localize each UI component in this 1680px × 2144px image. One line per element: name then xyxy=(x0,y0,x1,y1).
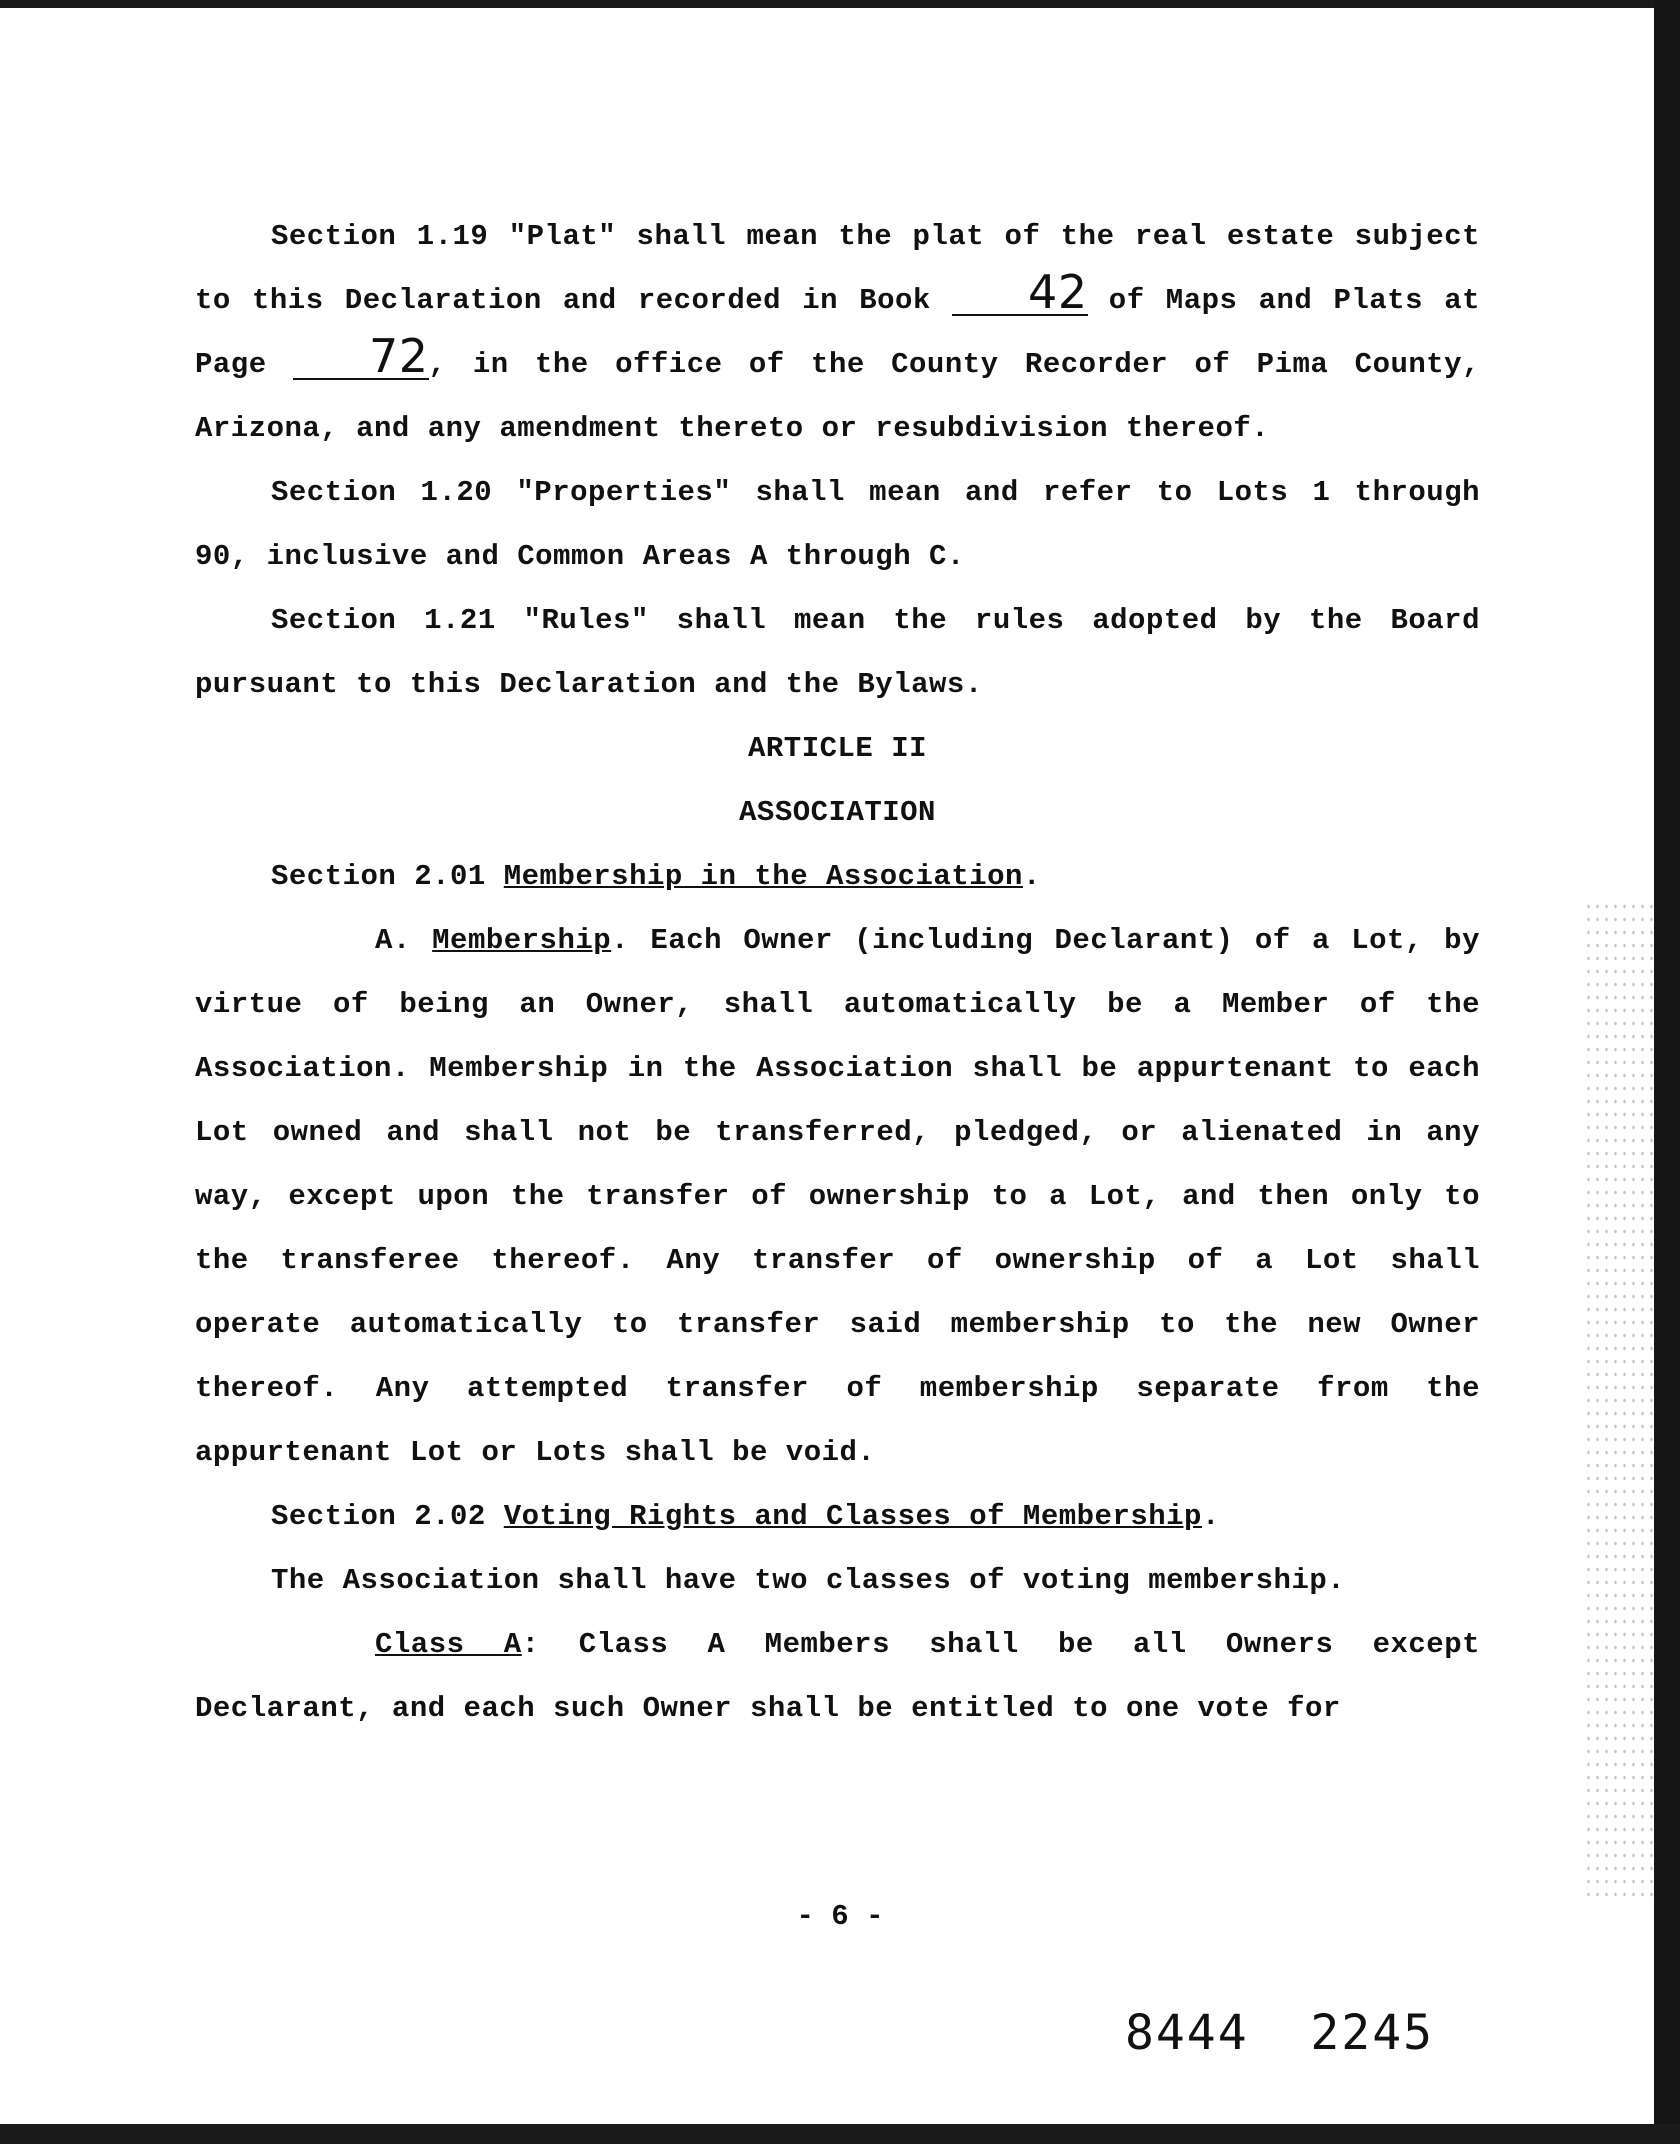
page-number-handwritten: 72 xyxy=(293,334,429,380)
article-title: ASSOCIATION xyxy=(739,796,936,829)
section-text: of Maps and Plats at Page xyxy=(195,284,1481,381)
section-label: Section 2.01 xyxy=(271,860,486,893)
scan-border-right xyxy=(1654,0,1680,2144)
section-2-01-heading: Section 2.01 Membership in the Association. xyxy=(271,860,1041,893)
class-a-label: Class A xyxy=(375,1628,522,1661)
section-1-20 xyxy=(195,461,1480,589)
section-1-19 xyxy=(195,205,1480,461)
section-2-02-class-a: Class A: Class A Members shall be all Owners except Declarant, and each such Owner shall be entitled to one vote for xyxy=(195,1628,1481,1725)
section-heading: Membership in the Association xyxy=(503,860,1023,893)
scan-border-top xyxy=(0,0,1680,8)
sub-label: A. xyxy=(375,924,411,957)
scan-speckle xyxy=(1584,900,1654,1900)
section-2-01-a: A. Membership. Each Owner (including Declarant) of a Lot, by virtue of being an Owner, shall automatically be a Member of the Association. Membership in the Association shall be appurtenant to each Lot owned and shall not be transferred, pledged, or alienated in any way, except upon the transfer of ownership to a Lot, and then only to the transferee thereof. Any transfer of ownership of a Lot shall operate automatically to transfer said membership to the new Owner thereof. Any attempted transfer of membership separate from the appurtenant Lot or Lots shall be void. xyxy=(195,924,1480,1469)
section-text: "Rules" shall mean the rules adopted by the Board pursuant to this Declaration and the Bylaws. xyxy=(195,604,1480,701)
section-label: Section 1.19 xyxy=(271,220,489,253)
document-body xyxy=(195,205,1480,1741)
section-label: Section 2.02 xyxy=(271,1500,486,1533)
section-2-02-intro xyxy=(195,1549,1480,1613)
section-text: "Plat" shall mean the plat of the real estate subject to this Declaration and recorded in Book xyxy=(195,220,1480,317)
section-text: "Properties" shall mean and refer to Lots 1 through 90, inclusive and Common Areas A through C. xyxy=(195,476,1480,573)
section-heading: Voting Rights and Classes of Membership xyxy=(503,1500,1202,1533)
section-text: Class A Members shall be all Owners except Declarant, and each such Owner shall be entitled to one vote for xyxy=(195,1628,1481,1725)
scan-border-bottom xyxy=(0,2124,1680,2144)
book-number-handwritten: 42 xyxy=(952,270,1088,316)
section-1-21 xyxy=(195,589,1480,717)
page-number: - 6 - xyxy=(796,1900,884,1933)
section-text: , in the office of the County Recorder of Pima County, Arizona, and any amendment thereto or resubdivision thereof. xyxy=(195,348,1480,445)
section-text: Each Owner (including Declarant) of a Lot, by virtue of being an Owner, shall automatically be a Member of the Association. Membership in the Association shall be appurtenant to each Lot owned and shall not be transferred, pledged, or alienated in any way, except upon the transfer of ownership to a Lot, and then only to the transferee thereof. Any transfer of ownership of a Lot shall operate automatically to transfer said membership to the new Owner thereof. Any attempted transfer of membership separate from the appurtenant Lot or Lots shall be void. xyxy=(195,924,1480,1469)
section-2-02-heading: Section 2.02 Voting Rights and Classes of Membership. xyxy=(271,1500,1220,1533)
section-label: Section 1.21 xyxy=(271,604,496,637)
document-stamp: 8444 2245 xyxy=(1125,2005,1434,2061)
section-text: The Association shall have two classes of voting membership. xyxy=(271,1564,1346,1597)
article-number: ARTICLE II xyxy=(747,732,928,765)
section-label: Section 1.20 xyxy=(271,476,493,509)
sub-heading: Membership xyxy=(432,924,612,957)
